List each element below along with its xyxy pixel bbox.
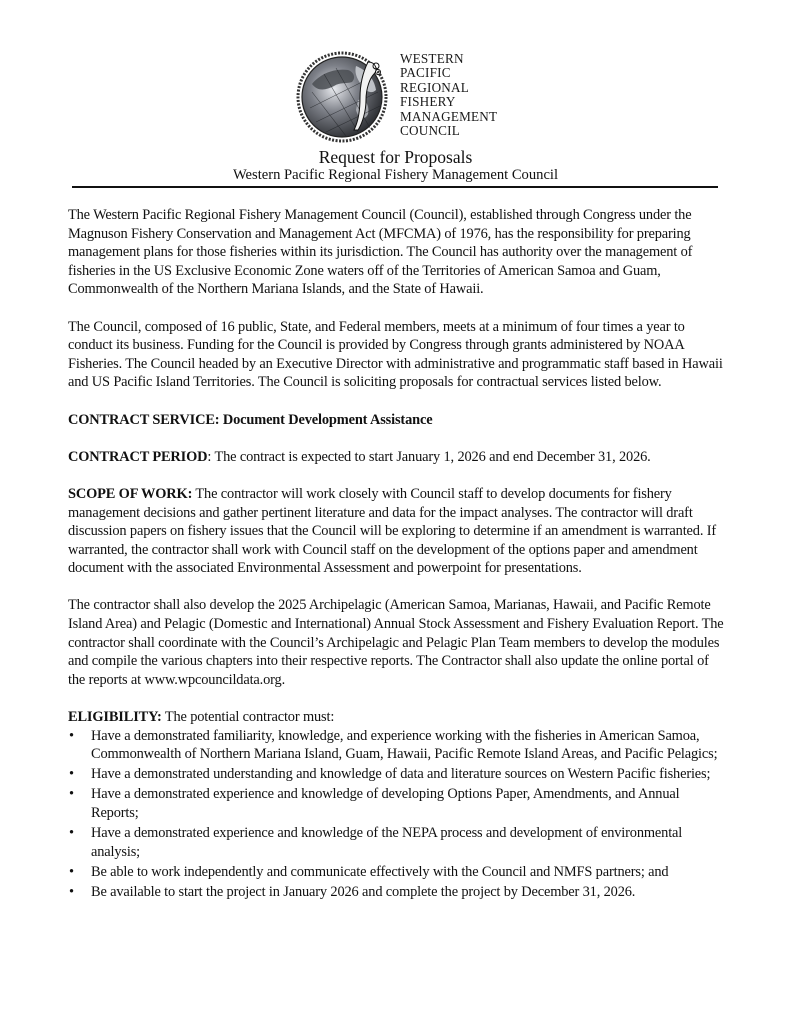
- bullet-icon: •: [69, 766, 74, 783]
- eligibility-item-text: Be able to work independently and communicate effectively with the Council and NMFS partners; and: [91, 863, 669, 880]
- contract-period-section: [68, 448, 728, 467]
- contract-period-heading: CONTRACT PERIOD: [68, 448, 208, 465]
- eligibility-item-text: Have a demonstrated familiarity, knowledge, and experience working with the fisheries in American Samoa, Commonwealth of Northern Mariana Island, Guam, Hawaii, Pacific Remote Island Areas, and Pacific Pelagics;: [91, 727, 718, 763]
- eligibility-item: [68, 727, 728, 764]
- page-subtitle: Western Pacific Regional Fishery Management Council: [232, 167, 559, 183]
- bullet-icon: •: [69, 786, 74, 803]
- eligibility-list: [68, 727, 728, 902]
- logo-line: MANAGEMENT: [400, 108, 498, 124]
- eligibility-item-text: Have a demonstrated experience and knowledge of developing Options Paper, Amendments, and Annual Reports;: [91, 786, 680, 821]
- eligibility-item: [68, 765, 728, 784]
- logo-line: WESTERN: [400, 51, 464, 66]
- bullet-icon: •: [69, 863, 74, 880]
- bullet-icon: •: [69, 727, 74, 744]
- contract-period-text: : The contract is expected to start January 1, 2026 and end December 31, 2026.: [207, 448, 651, 465]
- eligibility-item: [68, 785, 728, 822]
- logo-wordmark: [400, 52, 497, 138]
- eligibility-item-text: Have a demonstrated experience and knowledge of the NEPA process and development of environmental analysis;: [91, 825, 683, 860]
- header-divider: [72, 186, 718, 188]
- eligibility-heading: ELIGIBILITY:: [68, 709, 162, 726]
- intro-paragraph: The Western Pacific Regional Fishery Management Council (Council), established through Congress under the Magnuson Fishery Conservation and Management Act (MFCMA) of 1976, has the responsibility for preparing management plans for those fisheries within its jurisdiction. The Council has authority over the management of fisheries in the US Exclusive Economic Zone waters off of the Territories of American Samoa and Guam, Commonwealth of the Northern Mariana Islands, and the State of Hawaii.: [68, 207, 693, 298]
- scope-of-work-section: [68, 485, 728, 578]
- bullet-icon: •: [69, 883, 74, 900]
- logo-line: REGIONAL: [400, 79, 469, 95]
- logo-line: PACIFIC: [400, 65, 451, 81]
- contract-service-section: [68, 411, 728, 430]
- page-title: Request for Proposals: [318, 147, 473, 167]
- logo-line: COUNCIL: [400, 123, 461, 139]
- eligibility-item-text: Be available to start the project in January 2026 and complete the project by December 31, 2026.: [91, 883, 636, 900]
- eligibility-item-text: Have a demonstrated understanding and knowledge of data and literature sources on Western Pacific fisheries;: [91, 766, 711, 783]
- eligibility-item: [68, 824, 728, 861]
- document-body: [68, 206, 728, 903]
- bullet-icon: •: [69, 825, 74, 842]
- eligibility-section: [68, 708, 728, 727]
- council-logo: [296, 48, 516, 144]
- scope-of-work-paragraph-2: The contractor shall also develop the 2025 Archipelagic (American Samoa, Marianas, Hawaii, and Pacific Remote Island Area) and Pelagic (Domestic and International) Annual Stock Assessment and Fishery Evaluation Report. The contractor shall coordinate with the Council’s Archipelagic and Pelagic Plan Team members to develop the modules and compile the various chapters into their respective reports. The Contractor shall also update the online portal of the reports at www.wpcouncildata.org.: [68, 597, 724, 688]
- eligibility-intro: The potential contractor must:: [161, 709, 335, 726]
- eligibility-item: [68, 863, 728, 882]
- council-paragraph: The Council, composed of 16 public, State, and Federal members, meets at a minimum of four times a year to conduct its business. Funding for the Council is provided by Congress through grants administered by NOAA Fisheries. The Council headed by an Executive Director with administrative and programmatic staff based in Hawaii and US Pacific Island Territories. The Council is soliciting proposals for contractual services listed below.: [68, 318, 723, 391]
- scope-of-work-heading: SCOPE OF WORK:: [68, 485, 193, 502]
- logo-line: FISHERY: [400, 94, 456, 110]
- eligibility-item: [68, 883, 728, 902]
- globe-seal-icon: [296, 48, 392, 144]
- scope-of-work-text: The contractor will work closely with Council staff to develop documents for fishery management decisions and gather pertinent literature and data for the impact analyses. The contractor will draft discussion papers on fishery issues that the Council will be exploring to determine if an amendment is warranted. If warranted, the contractor shall work with Council staff on the development of the options paper and amendment document with the associated Environmental Assessment and powerpoint for presentations.: [68, 485, 717, 577]
- contract-service-heading: CONTRACT SERVICE: Document Development Assistance: [68, 411, 433, 428]
